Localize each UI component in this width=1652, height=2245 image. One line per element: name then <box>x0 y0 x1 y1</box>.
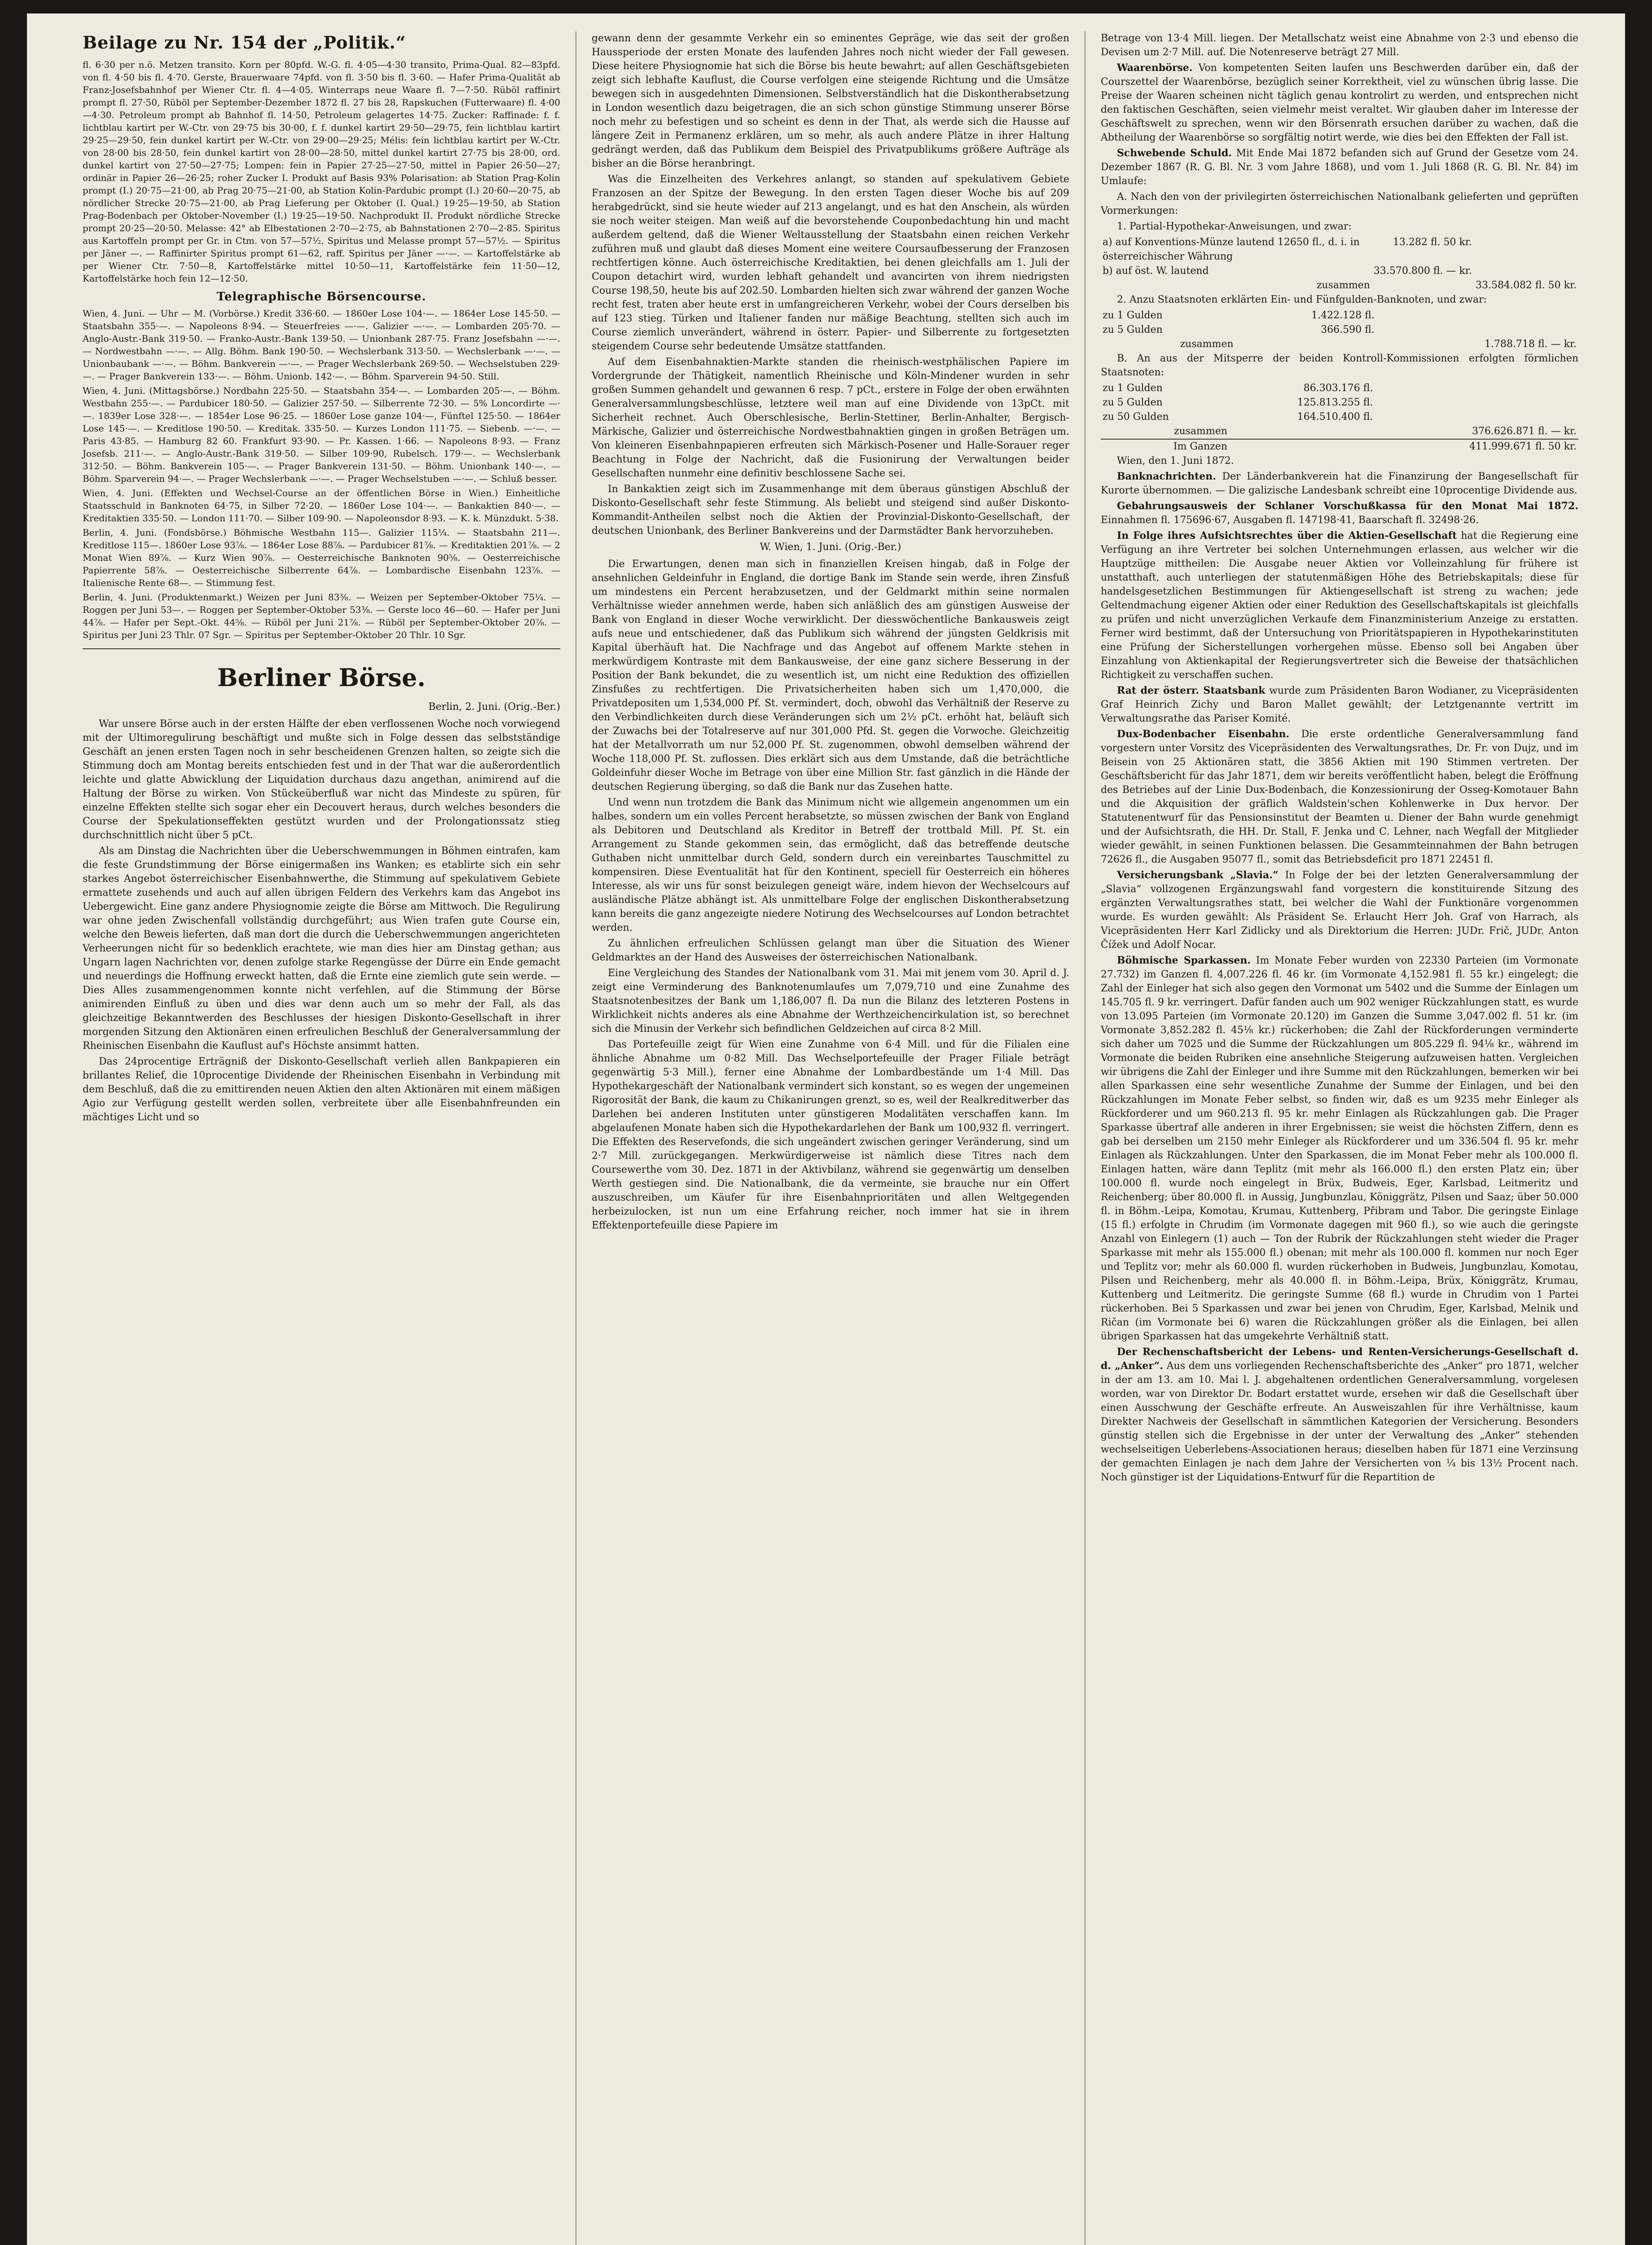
tele-report-effekten: Wien, 4. Juni. (Effekten und Wechsel-Course an der öffentlichen Börse in Wien.) Einheitliche Staatsschuld in Banknoten 64·75, in Silber 72·20. — 1860er Lose 104·—. — Bankaktien 840·—. — Kreditaktien 335·50. — London 111·70. — Silber 109·90. — Napoleonsdor 8·93. — K. k. Münzdukt. 5·38. <box>83 488 560 524</box>
schuld-date: Wien, den 1. Juni 1872. <box>1117 455 1234 467</box>
table-row: zusammen 376.626.871 fl. — kr. <box>1173 426 1577 437</box>
page-columns <box>67 31 1594 2245</box>
berlin-exchange-heading: Berliner Börse. <box>217 663 426 692</box>
column-2 <box>576 31 1085 2245</box>
berlin-continued-4: In Bankaktien zeigt sich im Zusammenhange mit dem überaus günstigen Abschluß der Diskonto-Gesellschaft sehr feste Stimmung. Als beliebt und steigend sind außer Diskonto-Kommandit-Antheilen selbst noch die Aktien der Provinzial-Diskonto-Gesellschaft, der deutschen Unionbank, des Berliner Bankvereins und der Darmstädter Bank hervorzuheben. <box>592 484 1069 537</box>
ledger-table-3 <box>1101 381 1578 454</box>
vienna-continued: Betrage von 13·4 Mill. liegen. Der Metallschatz weist eine Abnahme von 2·3 und ebenso die Devisen um 2·7 Mill. auf. Die Notenreserve beträgt 27 Mill. <box>1101 33 1578 58</box>
news-item-body: Aus dem uns vorliegenden Rechenschaftsberichte des „Anker“ pro 1871, welcher in der am 13. am 10. Mai l. J. abgehaltenen ordentlichen Generalversammlung, vorgelesen worden, war von Direktor Dr. Bodart erstattet wurde, ersehen wir daß die Gesellschaft über einen Ausschwung der Geschäfte erfreute. An Ausweiszahlen für ihre Verhältnisse, kaum Direkter Nachweis der Gesellschaft in sämmtlichen Kategorien der Versicherung. Besonders günstig stellen sich die Ergebnisse in der unter der Verwaltung des „Anker“ stehenden wechselseitigen Ueberlebens-Associationen heraus; dieselben haben für 1871 eine Verzinsung der gemachten Einlagen je nach dem Jahre der Versicherten von ¼ bis 13½ Procent nach. Noch günstiger ist der Liquidations-Entwurf für die Repartition de <box>1101 1360 1578 1483</box>
tele-report-berlin-produkten: Berlin, 4. Juni. (Produktenmarkt.) Weizen per Juni 83⅜. — Weizen per September-Oktober 75¼. — Roggen per Juni 53—. — Roggen per September-Oktober 53⅜. — Gerste loco 46—60. — Hafer per Juni 44⅞. — Hafer per Sept.-Okt. 44⅝. — Rüböl per Juni 21⅞. — Rüböl per September-Oktober 20⅞. — Spiritus per Juni 23 Thlr. 07 Sgr. — Spiritus per September-Oktober 20 Thlr. 10 Sgr. <box>83 592 560 640</box>
table-row: Im Ganzen 411.999.671 fl. 50 kr. <box>1101 439 1578 454</box>
table-row: zusammen 1.788.718 fl. — kr. <box>1180 339 1577 350</box>
news-item-body: Einnahmen fl. 175696·67, Ausgaben fl. 147198·41, Baarschaft fl. 32498·26. <box>1101 515 1479 526</box>
news-item <box>1101 684 1578 726</box>
newspaper-page <box>27 13 1625 2245</box>
vienna-paragraph-4: Eine Vergleichung des Standes der Nationalbank vom 31. Mai mit jenem vom 30. April d. J. zeigt eine Verminderung des Banknotenumlaufes um 7,079,710 und eine Zunahme des Staatsnotenbesitzes der Bank um 1,186,007 fl. Da nun die Bilanz des letzteren Postens in Wirklichkeit nichts anderes als eine Abnahme der Werthzeichencirkulation ist, so berechnet sich die Minusin der Verkehr sich befindlichen Geldzeichen auf circa 8·2 Mill. <box>592 968 1069 1034</box>
schuld-item <box>1101 146 1578 188</box>
ledger-table-1 <box>1101 235 1578 293</box>
news-item-title: Gebahrungsausweis der Schlaner Vorschußkassa für den Monat Mai 1872. <box>1117 500 1578 512</box>
schuld-title: Schwebende Schuld. <box>1117 147 1232 159</box>
schuld-section-a: A. Nach den von der privilegirten österreichischen Nationalbank gelieferten und geprüften Vormerkungen: <box>1101 191 1578 216</box>
column-3 <box>1085 31 1594 2245</box>
table-row: b) auf öst. W. lautend 33.570.800 fl. — kr. <box>1103 265 1472 277</box>
market-report: fl. 6·30 per n.ö. Metzen transito. Korn per 80pfd. W.-G. fl. 4·05—4·30 transito, Prima-Qual. 82—83pfd. von fl. 4·50 bis fl. 4·70. Gerste, Brauerwaare 74pfd. von fl. 3·50 bis fl. 3·60. — Hafer Prima-Qualität ab Franz-Josefsbahnhof per Wiener Ctr. fl. 4—4·05. Winterraps neue Waare fl. 7—7·50. Rüböl raffinirt prompt fl. 27·50, Rüböl per September-Dezember 1872 fl. 27 bis 28, Rapskuchen (Futterwaare) fl. 4·00—4·30. Petroleum prompt ab Bahnhof fl. 14·50, Petroleum gelagertes 14·75. Zucker: Raffinade: f. f. lichtblau kartirt per W.-Ctr. von 29·75 bis 30·00, f. f. dunkel kartirt 29·50—29·75, fein lichtblau kartirt 29·25—29·50, fein dunkel kartirt per W.-Ctr. von 29·00—29·25; Mélis: fein lichtblau kartirt per W.-Ctr. von 28·00 bis 28·50, fein dunkel kartirt von 28·00—28·50, mittel dunkel kartirt 27·75 bis 28·00, ord. dunkel kartirt von 27·50—27·75; Lompen: fein in Papier 27·25—27·50, mittel in Papier 26·50—27; ordinär in Papier 26—26·25; roher Zucker I. Produkt auf Basis 93% Polarisation: ab Station Prag-Kolin prompt (I.) 20·75—21·00, ab Prag 20·75—21·00, ab Station Kolin-Pardubic prompt (I.) 20·60—20·75, ab nördlicher Strecke 20·75—21·00, ab Prag Lieferung per Oktober (I. Qual.) 19·25—19·50, ab Station Prag-Bodenbach per Oktober-November (I.) 19·25—19·50. Nachprodukt II. Produkt nördliche Strecke prompt 20·25—20·50. Melasse: 42° ab Elbestationen 2·70—2·75, ab Bahnstationen 2·70—2·85. Spiritus aus Kartoffeln prompt per Gr. in Ctm. von 57—57½. Spiritus und Melasse prompt 57—57½. — Spiritus per Jäner —. — Raffinirter Spiritus prompt 61—62, raff. Spiritus per Jäner —·—. — Kartoffelstärke ab per Wiener Ctr. 7·50—8, Kartoffelstärke mittel 10·50—11, Kartoffelstärke fein 11·50—12, Kartoffelstärke hoch fein 12—12·50. <box>83 59 560 284</box>
tele-report-berlin-fonds: Berlin, 4. Juni. (Fondsbörse.) Böhmische Westbahn 115—. Galizier 115¼. — Staatsbahn 211—. Kreditlose 115—. 1860er Lose 93⅞. — 1864er Lose 88⅞. — Pardubicer 81⅞. — Kreditaktien 201⅞. — 2 Monat Wien 89⅞. — Kurz Wien 90⅞. — Oesterreichische Banknoten 90⅝. — Oesterreichische Papierrente 58⅞. — Oesterreichische Silberrente 64⅞. — Lombardische Eisenbahn 123⅞. — Italienische Rente 68—. — Stimmung fest. <box>83 527 560 588</box>
table-row: zu 1 Gulden 1.422.128 fl. <box>1103 310 1375 321</box>
berlin-continued-3: Auf dem Eisenbahnaktien-Markte standen die rheinisch-westphälischen Papiere im Vordergrunde der Thätigkeit, namentlich Rheinische und Köln-Mindener wurden in sehr großen Summen gehandelt und gewannen 6 resp. 7 pCt., erstere in Folge der oben erwähnten Generalversammlungsbeschlüsse, letztere weil man auf eine Dividende von 13pCt. mit Sicherheit rechnet. Auch Oberschlesische, Berlin-Stettiner, Berlin-Anhalter, Bergisch-Märkische, Galizier und österreichische Nordwestbahnaktien gingen in großen Beträgen um. Von kleineren Eisenbahnpapieren erfreuten sich Märkisch-Posener und Halle-Sorauer reger Beachtung in Folge der Nachricht, daß die Fusionirung der Verwaltungen beider Gesellschaften nunmehr eine definitiv beschlossene Sache sei. <box>592 357 1069 479</box>
schuld-body: Mit Ende Mai 1872 befanden sich auf Grund der Gesetze vom 24. Dezember 1867 (R. G. Bl. Nr. 3 vom Jahre 1868), und vom 1. Juli 1868 (R. G. Bl. Nr. 84) im Umlaufe: <box>1101 148 1578 187</box>
news-item <box>1101 1345 1578 1484</box>
news-item-body: In Folge der bei der letzten Generalversammlung der „Slavia“ vollzogenen Ergänzungswahl fand vorgestern die konstituirende Sitzung des ergänzten Verwaltungsrathes statt, bei welcher die Wahl der Funktionäre vorgenommen wurde. Es wurden gewählt: Als Präsident Se. Erlaucht Herr Joh. Graf von Harrach, als Vicepräsidenten Herr Karl Zidlicky und als Direktorium die Herren: JUDr. Frič, JUDr. Anton Čížek und Adolf Nocar. <box>1101 870 1578 951</box>
news-item-title: Rat der österr. Staatsbank <box>1117 685 1265 696</box>
vienna-paragraph-1: Die Erwartungen, denen man sich in finanziellen Kreisen hingab, daß in Folge der ansehnlichen Geldeinfuhr in England, die dortige Bank im Stande sein werde, ihren Zinsfuß um mindestens ein Percent herabzusetzen, und der Geldmarkt mithin seine normalen Verhältnisse wieder annehmen werde, haben sich anläßlich des am günstigen Ausweise der Bank von England in dieser Woche verwirklicht. Der diesswöchentliche Bankausweis zeigt aufs neue und entschiedener, daß das Publikum sich während der jüngsten Geldkrisis mit Kapital überhäuft hat. Die Nachfrage und das Angebot auf offenem Markte stehen in merkwürdigem Kontraste mit dem Bankausweise, der eine ganz sichere Besserung in der Position der Bank bekundet, die zu wesentlich ist, um nicht eine Reduktion des offiziellen Zinsfußes zu rechtfertigen. Die Privatsicherheiten haben sich um 1,470,000, die Privatdepositen um 1,534,000 Pf. St. vermindert, doch, obwohl das Verhältniß der Reserve zu den Verbindlichkeiten durch diese Veränderungen sich um 2½ pCt. erhöht hat, beläuft sich der Zuwachs bei der Totalreserve auf nur 301,000 Pfd. St. gegen die Vorwoche. Gleichzeitig hat der Metallvorrath um nur 52,000 Pf. St. zugenommen, obwohl demselben während der Woche 118,000 Pf. St. zuflossen. Dies erklärt sich aus dem Umstande, daß die beträchtliche Goldeinfuhr dieser Woche im Betrage von über eine Million Str. fast gänzlich in die Hände der deutschen Regierung überging, so daß die Bank nur das Zusehen hatte. <box>592 559 1069 792</box>
table-row: zusammen 33.584.082 fl. 50 kr. <box>1316 280 1577 291</box>
berlin-dateline: Berlin, 2. Juni. (Orig.-Ber.) <box>428 701 560 713</box>
table-row: a) auf Konventions-Münze lautend 12650 fl., d. i. in österreichischer Währung 13.282 fl. 50 kr. <box>1103 237 1472 262</box>
tele-report-vorboerse: Wien, 4. Juni. — Uhr — M. (Vorbörse.) Kredit 336·60. — 1860er Lose 104·—. — 1864er Lose 145·50. — Staatsbahn 355·—. — Napoleons 8·94. — Steuerfreies —·—. Galizier —·—. — Lombarden 205·70. — Anglo-Austr.-Bank 319·50. — Franko-Austr.-Bank 139·50. — Unionbank 287·75. Franz Josefsbahn —·—. — Nordwestbahn —·—. — Allg. Böhm. Bank 190·50. — Wechslerbank 313·50. — Wechslerbank —·—. — Unionbaubank —·—. — Böhm. Bankverein —·—. — Prager Wechslerbank 269·50. — Wechselstuben 229·—. — Prager Bankverein 133·—. — Böhm. Unionb. 142·—. — Böhm. Sparverein 94·50. Still. <box>83 308 560 382</box>
news-item-title: Böhmische Sparkassen. <box>1117 955 1251 966</box>
berlin-continued-1: gewann denn der gesammte Verkehr ein so eminentes Gepräge, wie das seit der großen Haussperiode der ersten Monate des laufenden Jahres noch nicht wieder der Fall gewesen. Diese heitere Physiognomie hat sich die Börse bis heute bewahrt; auf allen Geschäftsgebieten zeigt sich lebhafte Kauflust, die Course verfolgen eine steigende Richtung und die Umsätze bewegen sich in ausgedehnten Dimensionen. Selbstverständlich hat die Diskontherabsetzung in London wesentlich dazu beigetragen, die an sich schon günstige Stimmung unserer Börse noch mehr zu befestigen und so scheint es denn in der That, als werde sich die Hausse auf längere Zeit in Permanenz erklären, um so mehr, als auch andere Plätze in ihrer Haltung gedrängt werden, daß das Publikum dem Beispiel des Privatpublikums größere Aufträge als bisher an die Börse heranbringt. <box>592 33 1069 169</box>
news-item <box>1101 499 1578 527</box>
news-item-body: Der Länderbankverein hat die Finanzirung der Bangesellschaft für Kurorte übernommen. — Die galizische Landesbank schreibt eine 10procentige Dividende aus. <box>1101 471 1578 496</box>
news-item <box>1101 529 1578 682</box>
berlin-paragraph-1: War unsere Börse auch in der ersten Hälfte der eben verflossenen Woche noch vorwiegend mit der Ultimoregulirung beschäftigt und mußte sich in Folge dessen das selbstständige Geschäft an jenen ersten Tagen noch in sehr bescheidenen Grenzen halten, so zeigte sich die Stimmung doch am Montag bereits entschieden fest und in der That war die außerordentlich leichte und glatte Abwicklung der Liquidation durchaus dazu angethan, animirend auf die Haltung der Börse zu wirken. Von Stückeüberfluß war nicht das Mindeste zu spüren, für einzelne Effekten stellte sich sogar eher ein Decouvert heraus, durch welches besonders die Course der Spekulationseffekten gestützt wurden und der Prolongationssatz stieg durchschnittlich nicht über 5 pCt. <box>83 718 560 841</box>
news-item-title: Der Rechenschaftsbericht der Lebens- und Renten-Versicherungs-Gesellschaft d. d. „Anker“. <box>1101 1346 1578 1372</box>
news-item <box>1101 954 1578 1343</box>
news-item <box>1101 470 1578 497</box>
news-item-title: Banknachrichten. <box>1117 471 1216 482</box>
table-row: zu 1 Gulden 86.303.176 fl. <box>1103 383 1373 394</box>
ledger-table-2 <box>1101 308 1578 352</box>
news-item <box>1101 727 1578 867</box>
news-item-body: wurde zum Präsidenten Baron Wodianer, zu Vicepräsidenten Graf Heinrich Zichy und Baron Mallet gewählt; der Letztgenannte vertritt im Verwaltungsrathe das Pariser Komité. <box>1101 685 1578 724</box>
table-row: zu 5 Gulden 366.590 fl. <box>1103 324 1375 335</box>
news-item <box>1101 868 1578 952</box>
berlin-continued-2: Was die Einzelheiten des Verkehres anlangt, so standen auf spekulativem Gebiete Franzosen an der Spitze der Bewegung. In den ersten Tagen dieser Woche bis auf 209 herabgedrückt, sind sie heute wieder auf 213 angelangt, und es hat den Anschein, als würden sie noch weiter steigen. Man weiß auf die bevorstehende Couponbedachtung hin und macht außerdem geltend, daß die Wiener Weltausstellung der Staatsbahn einen reichen Verkehr zuführen muß und glaubt daß dieses Moment eine weitere Coursaufbesserung der Franzosen rechtfertigen könne. Auch österreichische Kreditaktien, bei denen gleichfalls am 1. Juli der Coupon detachirt wird, wurden lebhaft gehandelt und avancirten von ihrem niedrigsten Course 198,50, heute bis auf 202.50. Lombarden hielten sich zwar während der ganzen Woche recht fest, traten aber heute erst in umfangreicheren Verkehr, wobei der Cours derselben bis auf 123 stieg. Türken und Italiener fanden nur mäßige Beachtung, stellten sich auch im Course ziemlich unverändert, während in österr. Papier- und Silberrente zu fortgesetzten steigendem Course sehr bedeutende Umsätze stattfanden. <box>592 174 1069 352</box>
news-item-body: Die erste ordentliche Generalversammlung fand vorgestern unter Vorsitz des Vicepräsidenten des Verwaltungsrathes, Dr. Fr. von Dujz, und im Beisein von 25 Aktionären statt, die 3856 Aktien mit 190 Stimmen vertreten. Der Geschäftsbericht für das Jahr 1871, dem wir bereits veröffentlicht haben, belegt die Eröffnung des Betriebes auf der Linie Dux-Bodenbach, die Konzessionirung der Osseg-Komotauer Bahn und die Akquisition der gräflich Waldstein'schen Kohlenwerke in Dux hervor. Der Statutenentwurf für das Pensionsinstitut der Beamten u. Diener der Bahn wurde genehmigt und der Aufsichtsrath, die HH. Dr. Stall, F. Jenka und C. Lehner, nach Wegfall der Mitglieder wieder gewählt, in seinen Funktionen belassen. Die Gesammteinnahmen der Bahn betrugen 72626 fl., die Ausgaben 95077 fl., somit das Betriebsdeficit pro 1871 22451 fl. <box>1101 729 1578 865</box>
table-row: zu 50 Gulden 164.510.400 fl. <box>1103 411 1373 423</box>
section-rule <box>83 648 560 649</box>
telegraphic-heading: Telegraphische Börsencourse. <box>216 290 426 304</box>
waarenboerse-body: Von kompetenten Seiten laufen uns Beschwerden darüber ein, daß der Courszettel der Waarenbörse, bezüglich seiner Korrektheit, viel zu wünschen übrig lasse. Die Preise der Waaren scheinen nicht täglich genau kontrolirt zu werden, und entsprechen nicht den faktischen Geschäften, seien vielmehr meist veraltet. Wir glauben daher im Interesse der Geschäftswelt zu sprechen, wenn wir den Börsenrath ersuchen darüber zu wachen, daß die Abtheilung der Waarenbörse so sorgfältig notirt werde, wie dies bei den Effekten der Fall ist. <box>1101 62 1578 143</box>
vienna-paragraph-5: Das Portefeuille zeigt für Wien eine Zunahme von 6·4 Mill. und für die Filialen eine ähnliche Abnahme um 0·82 Mill. Das Wechselportefeuille der Prager Filiale beträgt gegenwärtig 5·3 Mill.), ferner eine Abnahme der Lombardbestände um 1·4 Mill. Das Hypothekargeschäft der Nationalbank vermindert sich konstant, so es wegen der ungemeinen Rigorosität der Bank, die kaum zu Chikanirungen grenzt, so es, weil der Realkreditwerber das Darlehen bei anderen Instituten unter günstigeren Modalitäten verschaffen kann. Im abgelaufenen Monate haben sich die Hypothekardarlehen der Bank um 100,932 fl. verringert. Die Effekten des Reservefonds, die sich ungeändert zwischen geringer Veränderung, sind um 2·7 Mill. zurückgegangen. Merkwürdigerweise ist nämlich diese Titres nach dem Coursewerthe vom 30. Dez. 1871 in der Aktivbilanz, während sie gegenwärtig um denselben Werth gestiegen sind. Die Nationalbank, die da vermeinte, sie brauche nur ein Offert auszuschreiben, um Käufer für ihre Eisenbahnprioritäten und allen Weltgegenden herbeizulocken, ist nun um eine Erfahrung reicher, noch immer hat sie in ihrem Effektenportefeuille diese Papiere im <box>592 1039 1069 1231</box>
tele-report-mittagsboerse: Wien, 4. Juni. (Mittagsbörse.) Nordbahn 225·50. — Staatsbahn 354·—. — Lombarden 205·—. — Böhm. Westbahn 255·—. — Pardubicer 180·50. — Galizier 257·50. — Silberrente 72·30. — 5% Loncordirte —·—. 1839er Lose 328·—. — 1854er Lose 96·25. — 1860er Lose ganze 104·—, Fünftel 125·50. — 1864er Lose 145·—. — Kreditlose 190·50. — Kreditak. 335·50. — Kurzes London 111·75. — Siebenb. —·—. — Paris 43·85. — Hamburg 82 60. Frankfurt 93·90. — Pr. Kassen. 1·66. — Napoleons 8·93. — Franz Josefsb. 211·—. — Anglo-Austr.-Bank 319·50. — Silber 109·90, Rubelsch. 179·—. — Wechslerbank 312·50. — Böhm. Bankverein 105·—. — Prager Bankverein 131·50. — Böhm. Unionbank 140·—. — Böhm. Sparverein 94·—. — Prager Wechslerbank —·—. — Prager Wechselstuben —·—. — Schluß besser. <box>83 385 560 484</box>
berlin-paragraph-2: Als am Dinstag die Nachrichten über die Ueberschwemmungen in Böhmen eintrafen, kam die feste Grundstimmung der Börse einigermaßen ins Wanken; es etablirte sich ein sehr starkes Angebot österreichischer Eisenbahnwerthe, die Stimmung auf spekulativem Gebiete ermattete zusehends und auch auf allen übrigen Feldern des Verkehrs kam das Angebot ins Uebergewicht. Eine ganz andere Physiognomie zeigte die Börse am Mittwoch. Die Regulirung war ohne jeden Zwischenfall vollständig durchgeführt; aus Wien trafen gute Course ein, welche den Beweis lieferten, daß man dort die durch die Ueberschwemmungen angerichteten Verheerungen nicht für so bedenklich erachtete, wie man dies hier am Dinstag gethan; aus Ungarn lagen Nachrichten vor, denen zufolge starke Regengüsse der Dürre ein Ende gemacht und neuerdings die Hoffnung erweckt hatten, daß die Ernte eine ziemlich gute sein werde. — Dies Alles zusammengenommen konnte nicht verfehlen, auf die Stimmung der Börse animirenden Einfluß zu üben und dies war denn auch um so mehr der Fall, als das gleichzeitige Bekanntwerden des Beschlusses der hiesigen Diskonto-Gesellschaft in ihrer morgenden Sitzung den Aktionären einen erfreulichen Beschluß der Generalversammlung der Rheinischen Eisenbahn die Kauflust auf's Höchste ansimmt hatten. <box>83 845 560 1052</box>
news-item-title: Dux-Bodenbacher Eisenbahn. <box>1117 728 1290 740</box>
vienna-paragraph-2: Und wenn nun trotzdem die Bank das Minimum nicht wie allgemein angenommen um ein halbes, sondern um ein volles Percent herabsetzte, so müssen zwischen der Bank von England als Debitoren und Deutschland als Kreditor in Betreff der trottbald Mill. Pf. St. ein Arrangement zu Stande gekommen sein, das ermöglicht, daß das betreffende deutsche Guthaben nicht unmittelbar durch Geld, sondern durch ein vereinbartes Tauschmittel zu kompensiren. Diese Eventualität hat für den Kontinent, speciell für Oesterreich ein höheres Interesse, als wir uns für sonst beizulegen geneigt wäre, indem hievon der Wechselcours auf ausländische Plätze abhängt ist. Als unmittelbare Folge der englischen Diskontherabsetzung kann bereits die ganz angezeigte niedere Notirung des Wechselcourses auf London betrachtet werden. <box>592 797 1069 933</box>
column-1 <box>67 31 576 2245</box>
news-item-title: Versicherungsbank „Slavia.“ <box>1117 869 1279 881</box>
schuld-section-a1: 1. Partial-Hypothekar-Anweisungen, und zwar: <box>1117 221 1352 232</box>
waarenboerse-item <box>1101 61 1578 145</box>
berlin-paragraph-3: Das 24procentige Erträgniß der Diskonto-Gesellschaft verlieh allen Bankpapieren ein brillantes Relief, die 10procentige Dividende der Rheinischen Eisenbahn in Verbindung mit dem Beschluß, daß die zu emittirenden neuen Aktien den alten Aktionären mit einem mäßigen Agio zur Verfügung gestellt werden sollen, verbreitete über alle Eisenbahnfreunden ein mächtiges Licht und so <box>83 1056 560 1123</box>
news-item-title: In Folge ihres Aufsichtsrechtes über die Aktien-Gesellschaft <box>1117 530 1457 541</box>
vienna-paragraph-3: Zu ähnlichen erfreulichen Schlüssen gelangt man über die Situation des Wiener Geldmarktes an der Hand des Ausweises der österreichischen Nationalbank. <box>592 938 1069 963</box>
schuld-section-b: B. An aus der Mitsperre der beiden Kontroll-Kommissionen erfolgten förmlichen Staatsnoten: <box>1101 353 1578 378</box>
waarenboerse-title: Waarenbörse. <box>1117 62 1193 74</box>
table-row: zu 5 Gulden 125.813.255 fl. <box>1103 397 1373 408</box>
schuld-section-a2: 2. Anzu Staatsnoten erklärten Ein- und Fünfgulden-Banknoten, und zwar: <box>1117 294 1487 305</box>
news-item-body: hat die Regierung eine Verfügung an ihre Vertreter bei solchen Unternehmungen erlassen, aus welcher wir die Hauptzüge mittheilen: Die Ausgabe neuer Aktien vor Volleinzahlung für frühere ist unstatthaft, auch unterliegen der statutenmäßigen Höhe des Betriebskapitals; diese für handelsgesetzlichen Bestimmungen für Aktiengesellschaft ist streng zu wachen; jede Geltendmachung eigener Aktien oder einer Reduktion des Gesellschaftskapitals ist gleichfalls zu prüfen und nicht unverzüglichen Verkaufe dem Finanzministerium Anzeige zu erstatten. Ferner wird bestimmt, daß der Untersuchung von Prioritätspapieren in Hypothekarinstituten eine Prüfung der Sicherstellungen vorhergehen müsse. Ebenso soll bei Angaben über Einzahlung von Aktienkapital der Regierungsvertreter sich die Beweise der thatsächlichen Richtigkeit zu verschaffen suchen. <box>1101 530 1579 681</box>
supplement-header: Beilage zu Nr. 154 der „Politik.“ <box>83 32 406 53</box>
news-item-body: Im Monate Feber wurden von 22330 Parteien (im Vormonate 27.732) im Ganzen fl. 4,007.226 fl. 46 kr. (im Vormonate 4,152.981 fl. 55 kr.) eingelegt; die Zahl der Einleger hat sich also gegen den Vormonat um 5402 und die Summe der Einlagen um 145.705 fl. 9 kr. verringert. Dafür fanden auch um 902 weniger Rückzahlungen statt, es wurde von 13.095 Parteien (im Vormonate 20.120) im Ganzen die Summe 3,047.002 fl. 51 kr. (im Vormonate 3,852.282 fl. 45⅛ kr.) rückerhoben; die Zahl der Rückforderungen verminderte sich daher um 7025 und die Summe der Rückzahlungen um 805.229 fl. 94⅛ kr., während im Vormonate die beiden Rubriken eine ansehnliche Steigerung aufzuweisen hatten. Vergleichen wir übrigens die Zahl der Einleger und ihre Summe mit den Rückzahlungen, bemerken wir bei allen Sparkassen eine sehr wesentliche Zunahme der Summe der Einlagen, und bei den Rückzahlungen im Monate Feber selbst, so finden wir, daß es um 9235 mehr Einleger als Rückforderer und um 960.213 fl. 95 kr. mehr Einlagen als Rückzahlungen gab. Die Prager Sparkasse übertraf alle anderen in ihrer Ergebnissen; sie weist die höchsten Ziffern, denn es gab bei derselben um 2150 mehr Einleger als Rückforderer und um 336.504 fl. 95 kr. mehr Einlagen als Rückzahlungen. Unter den Sparkassen, die im Monat Feber mehr als 100.000 fl. Einlagen hatten, wäre dann Teplitz (mit mehr als 166.000 fl.) den ersten Platz ein; über 100.000 fl. wurde noch eingelegt in Brüx, Budweis, Eger, Karlsbad, Leitmeritz und Reichenberg; über 80.000 fl. in Aussig, Jungbunzlau, Königgrätz, Pilsen und Saaz; über 50.000 fl. in Böhm.-Leipa, Komotau, Krumau, Kuttenberg, Přibram und Tabor. Die geringste Einlage (15 fl.) erfolgte in Chrudim (im Vormonate dagegen mit 960 fl.), so wie auch die geringste Anzahl von Einlegern (1) auch — Ton der Rubrik der Rückzahlungen steht wieder die Prager Sparkasse mit mehr als 155.000 fl.) obenan; mit mehr als 100.000 fl. kommen nur noch Eger und Teplitz vor; mehr als 60.000 fl. wurden rückerhoben in Budweis, Jungbunzlau, Komotau, Pilsen und Reichenberg, mehr als 40.000 fl. in Böhm.-Leipa, Brüx, Königgrätz, Krumau, Kuttenberg und Leitmeritz. Die geringste Summe (68 fl.) wurde in Chrudim von 1 Partei rückerhoben. Bei 5 Sparkassen und zwar bei jenen von Chrudim, Eger, Karlsbad, Melnik und Ričan (im Vormonate bei 6) waren die Rückzahlungen größer als die Einlagen, bei allen übrigen Sparkassen hat das umgekehrte Verhältniß statt. <box>1101 955 1579 1342</box>
vienna-dateline: W. Wien, 1. Juni. (Orig.-Ber.) <box>760 541 901 553</box>
